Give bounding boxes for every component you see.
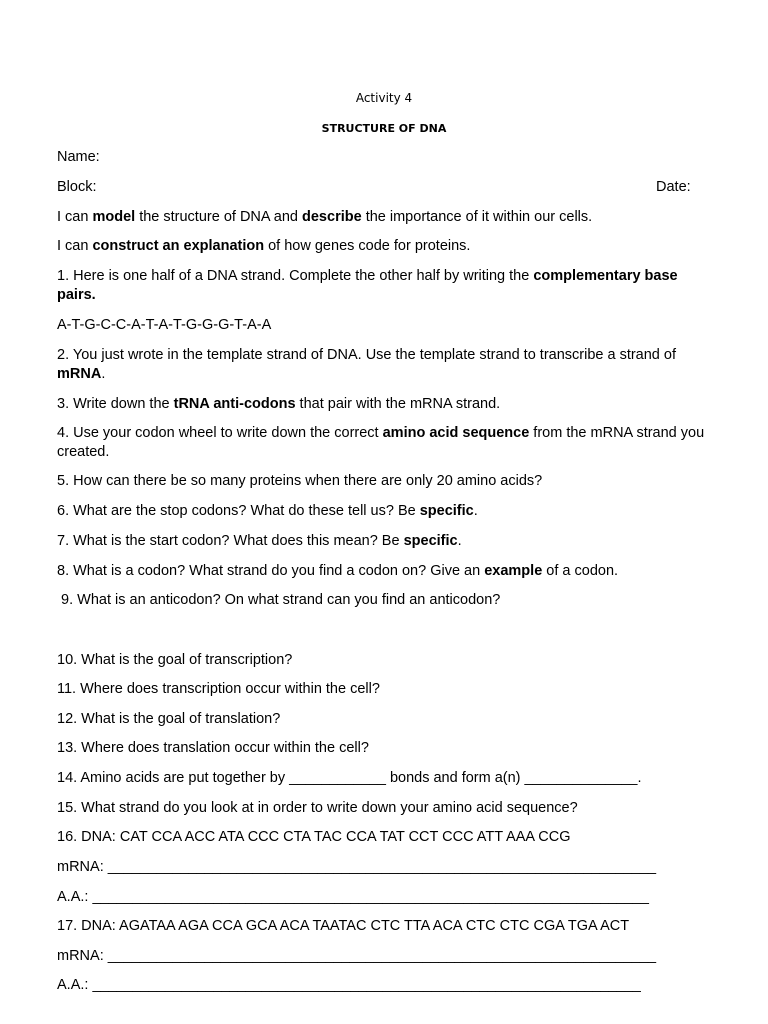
question-4: 4. Use your codon wheel to write down the correct amino acid sequence from the mRNA strand you created. [57, 425, 705, 460]
name-field-label: Name: [57, 149, 100, 165]
question-1: 1. Here is one half of a DNA strand. Complete the other half by writing the complementary base pairs. [57, 268, 678, 303]
question-17-aa-blank: A.A.: ____________________________________________________________________ [57, 977, 641, 993]
page-title: STRUCTURE OF DNA [321, 122, 447, 135]
question-8: 8. What is a codon? What strand do you find a codon on? Give an example of a codon. [57, 563, 619, 579]
objective-model: I can model the structure of DNA and describe the importance of it within our cells. [57, 209, 593, 225]
question-10: 10. What is the goal of transcription? [57, 652, 293, 668]
activity-label: Activity 4 [355, 91, 413, 105]
question-9: 9. What is an anticodon? On what strand can you find an anticodon? [57, 592, 501, 608]
question-16-aa-blank: A.A.: _____________________________________________________________________ [57, 889, 649, 905]
objective-explanation: I can construct an explanation of how genes code for proteins. [57, 238, 471, 254]
question-3: 3. Write down the tRNA anti-codons that pair with the mRNA strand. [57, 396, 501, 412]
question-7: 7. What is the start codon? What does this mean? Be specific. [57, 533, 462, 549]
date-field-label: Date: [656, 179, 691, 195]
question-15: 15. What strand do you look at in order to write down your amino acid sequence? [57, 800, 578, 816]
question-11: 11. Where does transcription occur within the cell? [57, 681, 380, 697]
question-16-mrna-blank: mRNA: ____________________________________________________________________ [57, 859, 657, 875]
question-16-dna: 16. DNA: CAT CCA ACC ATA CCC CTA TAC CCA TAT CCT CCC ATT AAA CCG [57, 829, 571, 845]
question-5: 5. How can there be so many proteins when there are only 20 amino acids? [57, 473, 543, 489]
question-14: 14. Amino acids are put together by ____________ bonds and form a(n) ______________. [57, 770, 642, 786]
question-6: 6. What are the stop codons? What do these tell us? Be specific. [57, 503, 478, 519]
question-2: 2. You just wrote in the template strand of DNA. Use the template strand to transcribe a strand of mRNA. [57, 347, 676, 382]
question-13: 13. Where does translation occur within the cell? [57, 740, 369, 756]
dna-strand: A-T-G-C-C-A-T-A-T-G-G-G-T-A-A [57, 317, 272, 333]
question-17-mrna-blank: mRNA: ____________________________________________________________________ [57, 948, 657, 964]
question-17-dna: 17. DNA: AGATAA AGA CCA GCA ACA TAATAC CTC TTA ACA CTC CTC CGA TGA ACT [57, 918, 630, 934]
question-12: 12. What is the goal of translation? [57, 711, 281, 727]
block-field-label: Block: [57, 179, 97, 195]
